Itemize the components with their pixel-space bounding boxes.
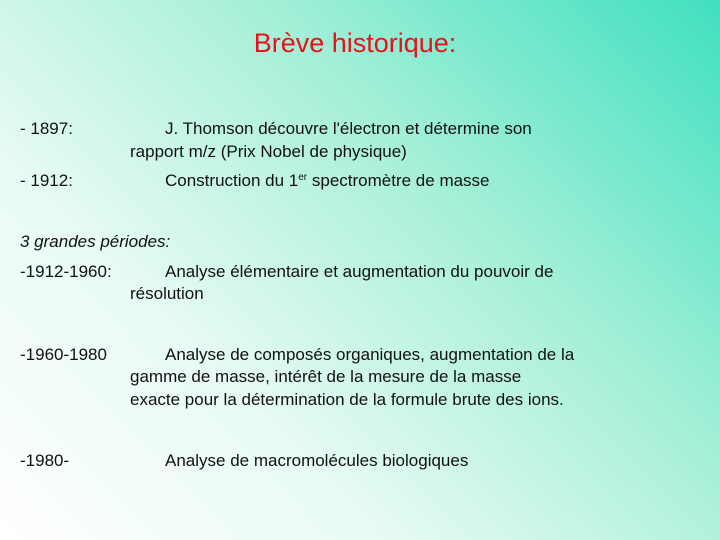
periods-heading: 3 grandes périodes: xyxy=(20,232,171,251)
entry-label-1912: - 1912: xyxy=(20,171,73,190)
entry-text-1912-after: spectromètre de masse xyxy=(307,171,490,190)
entry-label-1897: - 1897: xyxy=(20,119,73,138)
period-text-1960-1980-line3: exacte pour la détermination de la formule brute des ions. xyxy=(130,390,564,409)
period-text-1980: Analyse de macromolécules biologiques xyxy=(165,451,469,470)
period-text-1960-1980-line1: Analyse de composés organiques, augmentation de la xyxy=(165,345,575,364)
period-text-1960-1980-line2: gamme de masse, intérêt de la mesure de la masse xyxy=(130,367,522,386)
entry-text-1897-line1: J. Thomson découvre l'électron et détermine son xyxy=(165,119,532,138)
entry-text-1912-before: Construction du 1 xyxy=(165,171,299,190)
entry-text-1897-line2: rapport m/z (Prix Nobel de physique) xyxy=(130,142,407,161)
period-text-1912-1960-line1: Analyse élémentaire et augmentation du pouvoir de xyxy=(165,262,554,281)
period-label-1980: -1980- xyxy=(20,451,70,470)
period-label-1912-1960: -1912-1960: xyxy=(20,262,112,281)
period-text-1912-1960-line2: résolution xyxy=(130,284,204,303)
entry-text-1912 xyxy=(165,170,490,192)
slide-title: Brève historique: xyxy=(253,28,457,58)
period-label-1960-1980: -1960-1980 xyxy=(20,345,107,364)
entry-text-1912-sup: er xyxy=(298,172,308,183)
